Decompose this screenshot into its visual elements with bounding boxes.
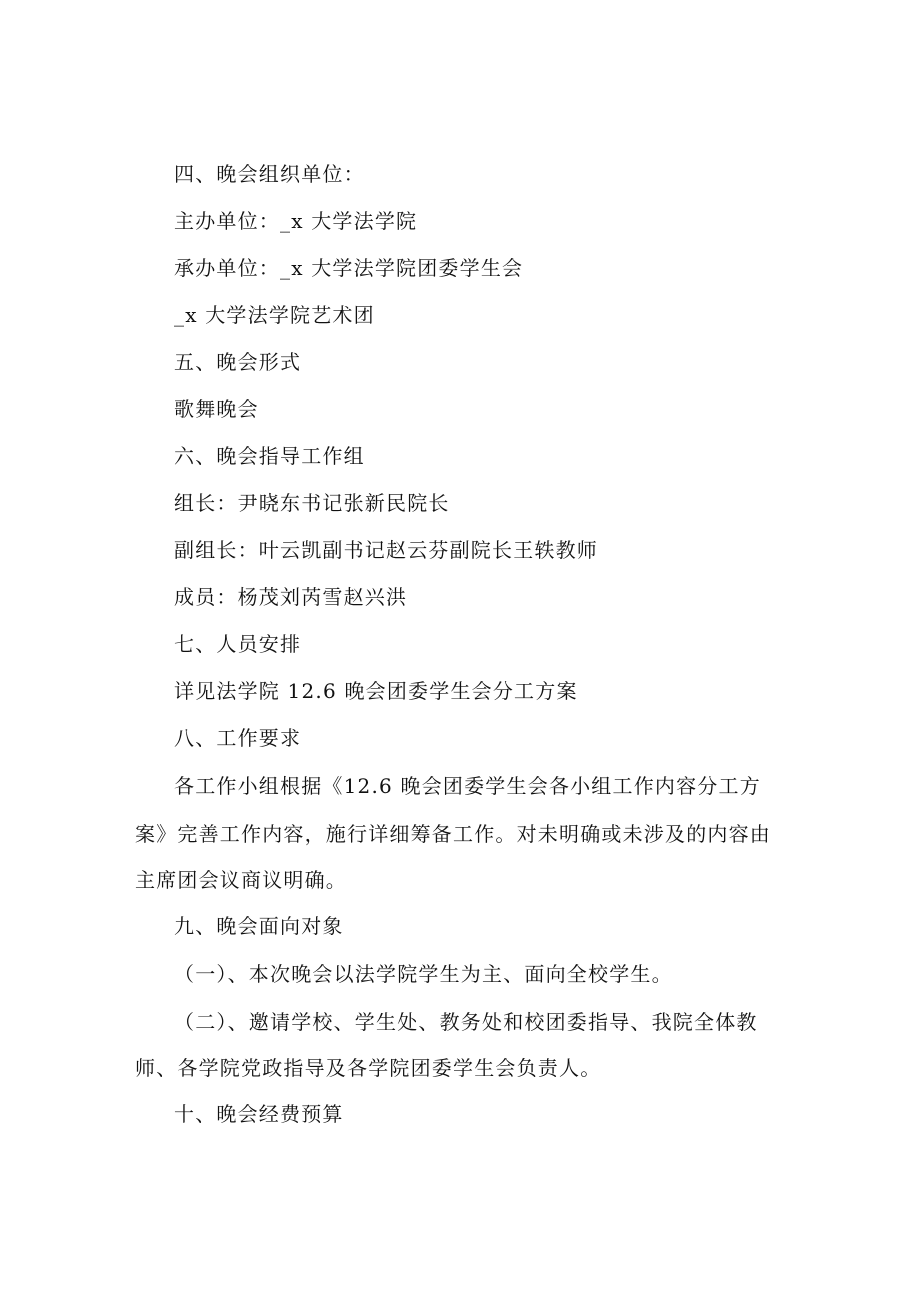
work-requirements-line-1: 各工作小组根据《12.6 晚会团委学生会各小组工作内容分工方	[174, 774, 761, 798]
gala-form: 歌舞晚会	[174, 397, 259, 421]
organizer-undertaker: 承办单位：_x 大学法学院团委学生会	[174, 256, 524, 280]
audience-item-1: （一）、本次晚会以法学院学生为主、面向全校学生。	[174, 962, 673, 986]
section-heading-7: 七、人员安排	[174, 632, 302, 656]
deputy-group-leader: 副组长：叶云凯副书记赵云芬副院长王轶教师	[174, 538, 598, 562]
group-leader: 组长：尹晓东书记张新民院长	[174, 491, 450, 515]
section-heading-6: 六、晚会指导工作组	[174, 444, 365, 468]
section-heading-4: 四、晚会组织单位：	[174, 162, 365, 186]
section-heading-8: 八、工作要求	[174, 726, 302, 750]
section-heading-9: 九、晚会面向对象	[174, 914, 344, 938]
group-members: 成员：杨茂刘芮雪赵兴洪	[174, 585, 408, 609]
work-requirements-line-3: 主席团会议商议明确。	[135, 868, 347, 892]
audience-item-2-line-1: （二）、邀请学校、学生处、教务处和校团委指导、我院全体教	[174, 1010, 758, 1034]
organizer-art-troupe: _x 大学法学院艺术团	[174, 303, 375, 327]
organizer-host: 主办单位：_x 大学法学院	[174, 209, 418, 233]
section-heading-5: 五、晚会形式	[174, 350, 302, 374]
work-requirements-line-2: 案》完善工作内容，施行详细筹备工作。对未明确或未涉及的内容由	[135, 822, 771, 846]
section-heading-10: 十、晚会经费预算	[174, 1102, 344, 1126]
audience-item-2-line-2: 师、各学院党政指导及各学院团委学生会负责人。	[135, 1056, 602, 1080]
staff-arrangement: 详见法学院 12.6 晚会团委学生会分工方案	[174, 679, 578, 703]
